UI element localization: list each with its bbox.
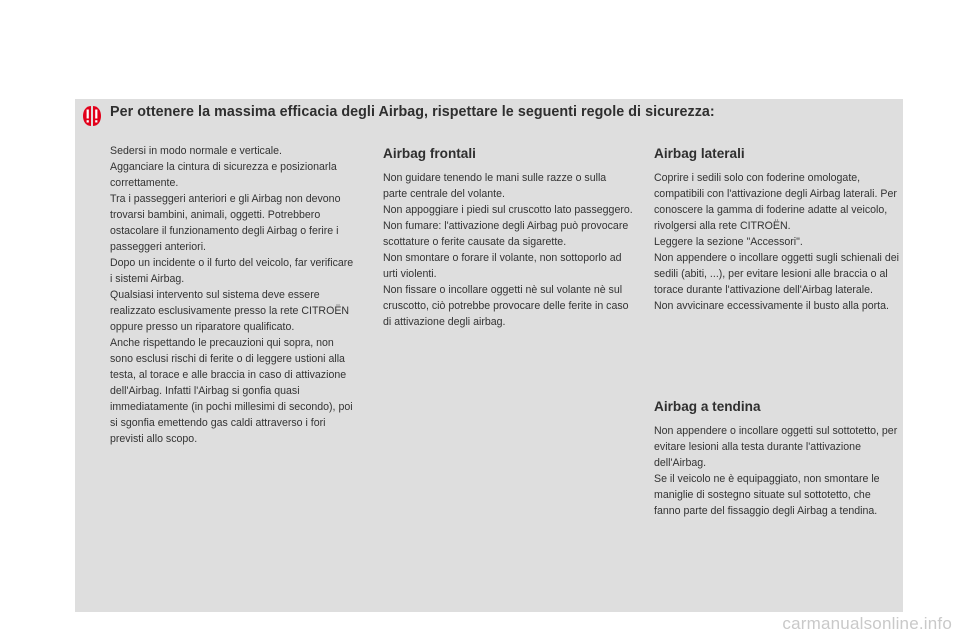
curtain-airbag-heading: Airbag a tendina xyxy=(654,399,761,414)
curtain-airbag-section xyxy=(654,398,900,519)
watermark-text: carmanualsonline.info xyxy=(782,614,952,633)
lateral-airbag-heading: Airbag laterali xyxy=(654,146,745,161)
lateral-airbag-text: Coprire i sedili solo con foderine omologate, compatibili con l'attivazione degli Airbag laterali. Per conoscere la gamma di foderine adatte al veicolo, rivolgersi alla rete CITROËN. Leggere la sezione "Accessori". Non appendere o incollare oggetti sugli schienali dei sedili (abiti, ...), per evitare lesioni alle braccia o al torace durante l'attivazione dell'Airbag laterale. Non avvicinare eccessivamente il busto alla porta. xyxy=(654,172,899,312)
general-rules-text: Sedersi in modo normale e verticale. Agganciare la cintura di sicurezza e posizionarla correttamente. Tra i passeggeri anteriori e gli Airbag non devono trovarsi bambini, animali, oggetti. Potrebbero ostacolare il funzionamento degli Airbag o ferire i passeggeri anteriori. Dopo un incidente o il furto del veicolo, far verificare i sistemi Airbag. Qualsiasi intervento sul sistema deve essere realizzato esclusivamente presso la rete CITROËN oppure presso un riparatore qualificato. Anche rispettando le precauzioni qui sopra, non sono esclusi rischi di ferite o di leggere ustioni alla testa, al torace e alle braccia in caso di attivazione dell'Airbag. Infatti l'Airbag si gonfia quasi immediatamente (in pochi millesimi di secondo), poi si sgonfia emettendo gas caldi attraverso i fori previsti allo scopo. xyxy=(110,145,354,445)
frontal-airbag-heading: Airbag frontali xyxy=(383,146,476,161)
general-rules-section xyxy=(110,143,358,447)
frontal-airbag-section xyxy=(383,145,633,330)
lateral-airbag-section xyxy=(654,145,900,314)
double-exclamation-warning-icon xyxy=(82,105,102,127)
page-title: Per ottenere la massima efficacia degli Airbag, rispettare le seguenti regole di sicurezza: xyxy=(110,104,715,120)
frontal-airbag-text: Non guidare tenendo le mani sulle razze o sulla parte centrale del volante. Non appoggiare i piedi sul cruscotto lato passeggero. Non fumare: l'attivazione degli Airbag può provocare scottature o ferite causate da sigarette. Non smontare o forare il volante, non sottoporlo ad urti violenti. Non fissare o incollare oggetti nè sul volante nè sul cruscotto, ciò potrebbe provocare delle ferite in caso di attivazione degli airbag. xyxy=(383,172,633,328)
curtain-airbag-text: Non appendere o incollare oggetti sul sottotetto, per evitare lesioni alla testa durante l'attivazione dell'Airbag. Se il veicolo ne è equipaggiato, non smontare le maniglie di sostegno situate sul sottotetto, che fanno parte del fissaggio degli Airbag a tendina. xyxy=(654,425,898,517)
